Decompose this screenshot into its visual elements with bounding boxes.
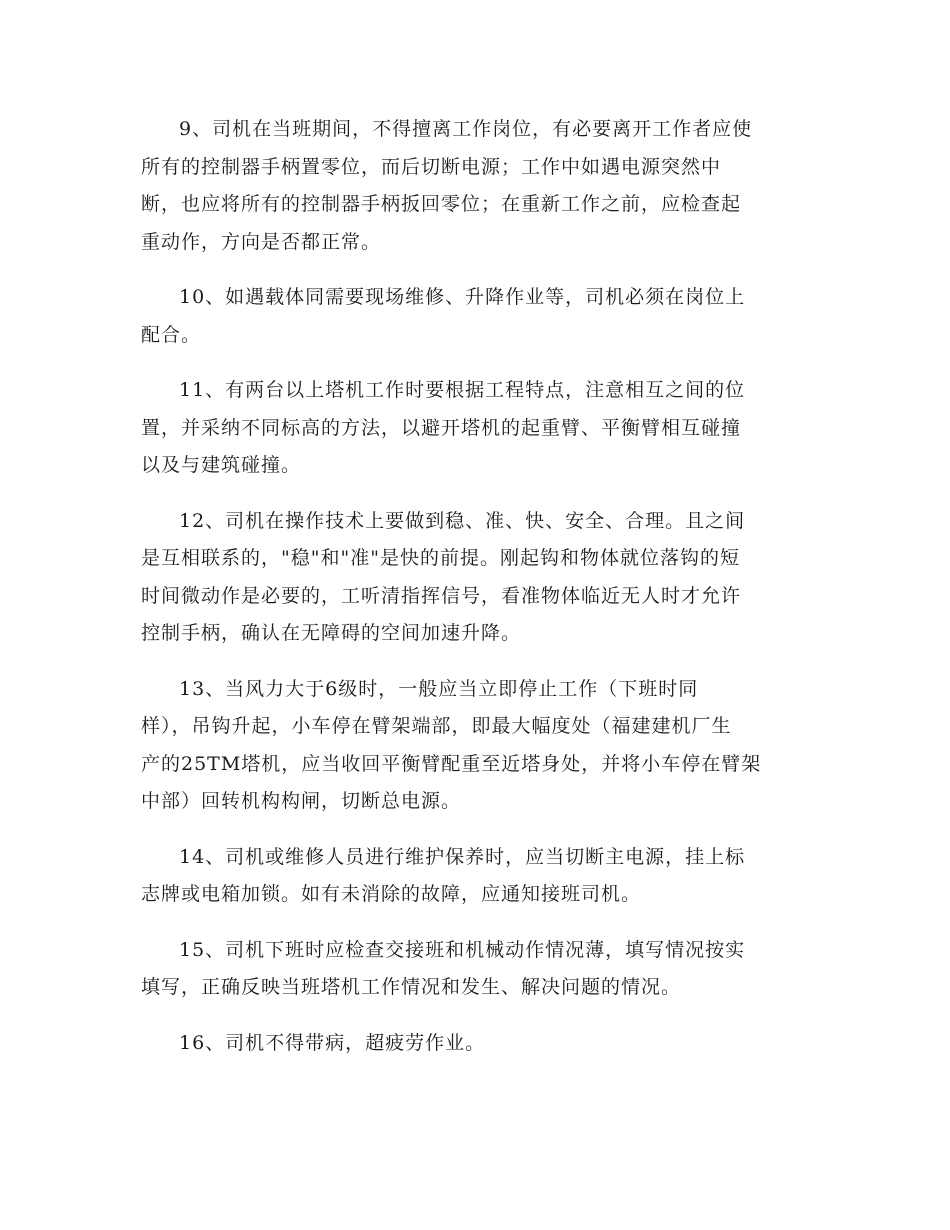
paragraph-line: 志牌或电箱加锁。如有未消除的故障，应通知接班司机。: [141, 883, 642, 905]
paragraph-line: 重动作，方向是否都正常。: [141, 230, 382, 253]
paragraph-line: 配合。: [141, 323, 202, 346]
paragraph-line: 16、司机不得带病，超疲劳作业。: [179, 1031, 486, 1054]
paragraph-line: 14、司机或维修人员进行维护保养时，应当切断主电源，挂上标: [179, 845, 746, 868]
paragraph-9: [141, 111, 811, 261]
paragraph-line: 产的25TM塔机，应当收回平衡臂配重至近塔身处，并将小车停在臂架: [141, 752, 762, 775]
paragraph-14: [141, 839, 811, 914]
paragraph-line: 断，也应将所有的控制器手柄扳回零位；在重新工作之前，应检查起: [141, 193, 742, 215]
paragraph-15: [141, 932, 811, 1007]
paragraph-line: 填写，正确反映当班塔机工作情况和发生、解决问题的情况。: [141, 976, 682, 998]
paragraph-line: 中部）回转机构构闸，切断总电源。: [141, 790, 462, 812]
paragraph-11: [141, 372, 811, 485]
paragraph-line: 15、司机下班时应检查交接班和机械动作情况薄，填写情况按实: [179, 938, 746, 961]
paragraph-line: 11、有两台以上塔机工作时要根据工程特点，注意相互之间的位: [179, 379, 746, 401]
paragraph-line: 置，并采纳不同标高的方法，以避开塔机的起重臂、平衡臂相互碰撞: [141, 416, 742, 439]
paragraph-line: 以及与建筑碰撞。: [141, 454, 302, 476]
paragraph-line: 10、如遇载体同需要现场维修、升降作业等，司机必须在岗位上: [179, 286, 746, 308]
paragraph-line: 控制手柄，确认在无障碍的空间加速升降。: [141, 622, 522, 644]
paragraph-12: [141, 503, 811, 653]
paragraph-16: [141, 1025, 811, 1063]
paragraph-line: 13、当风力大于6级时，一般应当立即停止工作（下班时同: [179, 677, 699, 700]
paragraph-line: 时间微动作是必要的，工听清指挥信号，看准物体临近无人时才允许: [141, 584, 742, 607]
document-body: [141, 111, 811, 1080]
paragraph-line: 9、司机在当班期间，不得擅离工作岗位，有必要离开工作者应使: [179, 118, 753, 140]
paragraph-line: 所有的控制器手柄置零位，而后切断电源；工作中如遇电源突然中: [141, 155, 722, 178]
paragraph-line: 12、司机在操作技术上要做到稳、准、快、安全、合理。且之间: [179, 509, 746, 532]
paragraph-line: 样），吊钩升起，小车停在臂架端部，即最大幅度处（福建建机厂生: [141, 715, 732, 737]
paragraph-13: [141, 671, 811, 821]
paragraph-line: 是互相联系的，"稳"和"准"是快的前提。刚起钩和物体就位落钩的短: [141, 547, 740, 569]
paragraph-10: [141, 279, 811, 354]
